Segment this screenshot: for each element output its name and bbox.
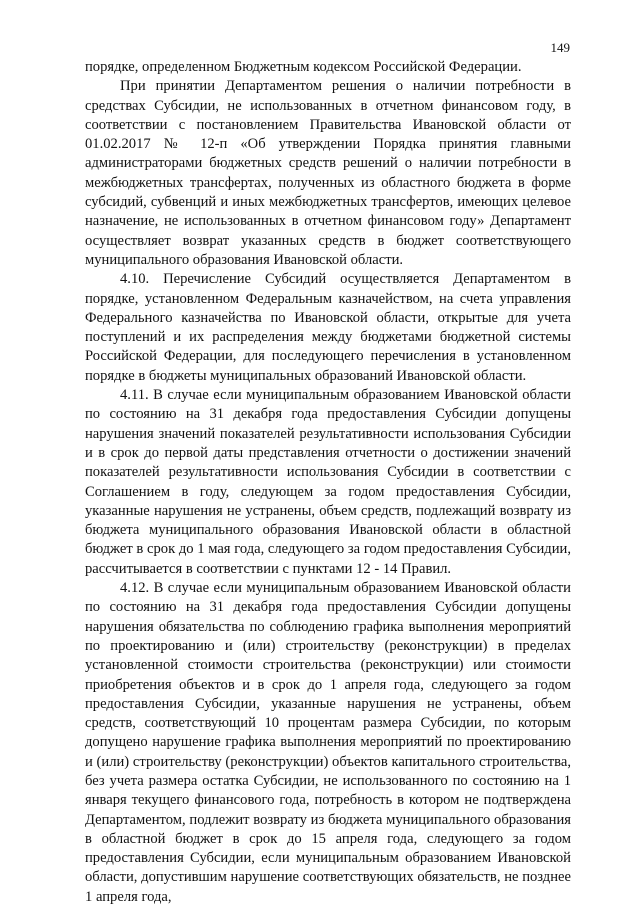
paragraph-4-10: 4.10. Перечисление Субсидий осуществляется Департаментом в порядке, установленном Федеральным казначейством, на счета управления Федерального казначейства по Ивановской области, открытые для учета поступлений и их распределения между бюджетами бюджетной системы Российской Федерации, для последующего перечисления в установленном порядке в бюджеты муниципальных образований Ивановской области. xyxy=(85,271,571,384)
paragraph-4-11: 4.11. В случае если муниципальным образованием Ивановской области по состоянию на 31 декабря года предоставления Субсидии допущены нарушения значений показателей результативности использования Субсидии и в срок до первой даты представления отчетности о достижении значений показателей результативности использования Субсидии в соответствии с Соглашением в году, следующем за годом предоставления Субсидии, указанные нарушения не устранены, объем средств, подлежащий возврату из бюджета муниципального образования Ивановской области в областной бюджет в срок до 1 мая года, следующего за годом предоставления Субсидии, рассчитывается в соответствии с пунктами 12 - 14 Правил. xyxy=(85,387,571,577)
body-text xyxy=(85,58,571,907)
paragraph-unused-funds-return: При принятии Департаментом решения о наличии потребности в средствах Субсидии, не использованных в отчетном финансовом году, в соответствии с постановлением Правительства Ивановской области от 01.02.2017 № 12-п «Об утверждении Порядка принятия главными администраторами бюджетных средств решений о наличии потребности в межбюджетных трансфертах, полученных из областного бюджета в форме субсидий, субвенций и иных межбюджетных трансфертов, имеющих целевое назначение, не использованных в отчетном финансовом году» Департамент осуществляет возврат указанных средств в бюджет соответствующего муниципального образования Ивановской области. xyxy=(85,78,571,268)
paragraph-4-12: 4.12. В случае если муниципальным образованием Ивановской области по состоянию на 31 декабря года предоставления Субсидии допущены нарушения обязательства по соблюдению графика выполнения мероприятий по проектированию и (или) строительству (реконструкции) в пределах установленной стоимости строительства (реконструкции) или стоимости приобретения объектов и в срок до 1 апреля года, следующего за годом предоставления Субсидии, указанные нарушения не устранены, объем средств, соответствующий 10 процентам размера Субсидии, по которым допущено нарушение графика выполнения мероприятий по проектированию и (или) строительству (реконструкции) объектов капитального строительства, без учета размера остатка Субсидии, не использованного по состоянию на 1 января текущего финансового года, потребность в котором не подтверждена Департаментом, подлежит возврату из бюджета муниципального образования в областной бюджет в срок до 15 апреля года, следующего за годом предоставления Субсидии, если муниципальным образованием Ивановской области, допустившим нарушение соответствующих обязательств, не позднее 1 апреля года, xyxy=(85,580,571,905)
page-number: 149 xyxy=(550,40,570,55)
paragraph-continuation: порядке, определенном Бюджетным кодексом Российской Федерации. xyxy=(85,59,522,75)
